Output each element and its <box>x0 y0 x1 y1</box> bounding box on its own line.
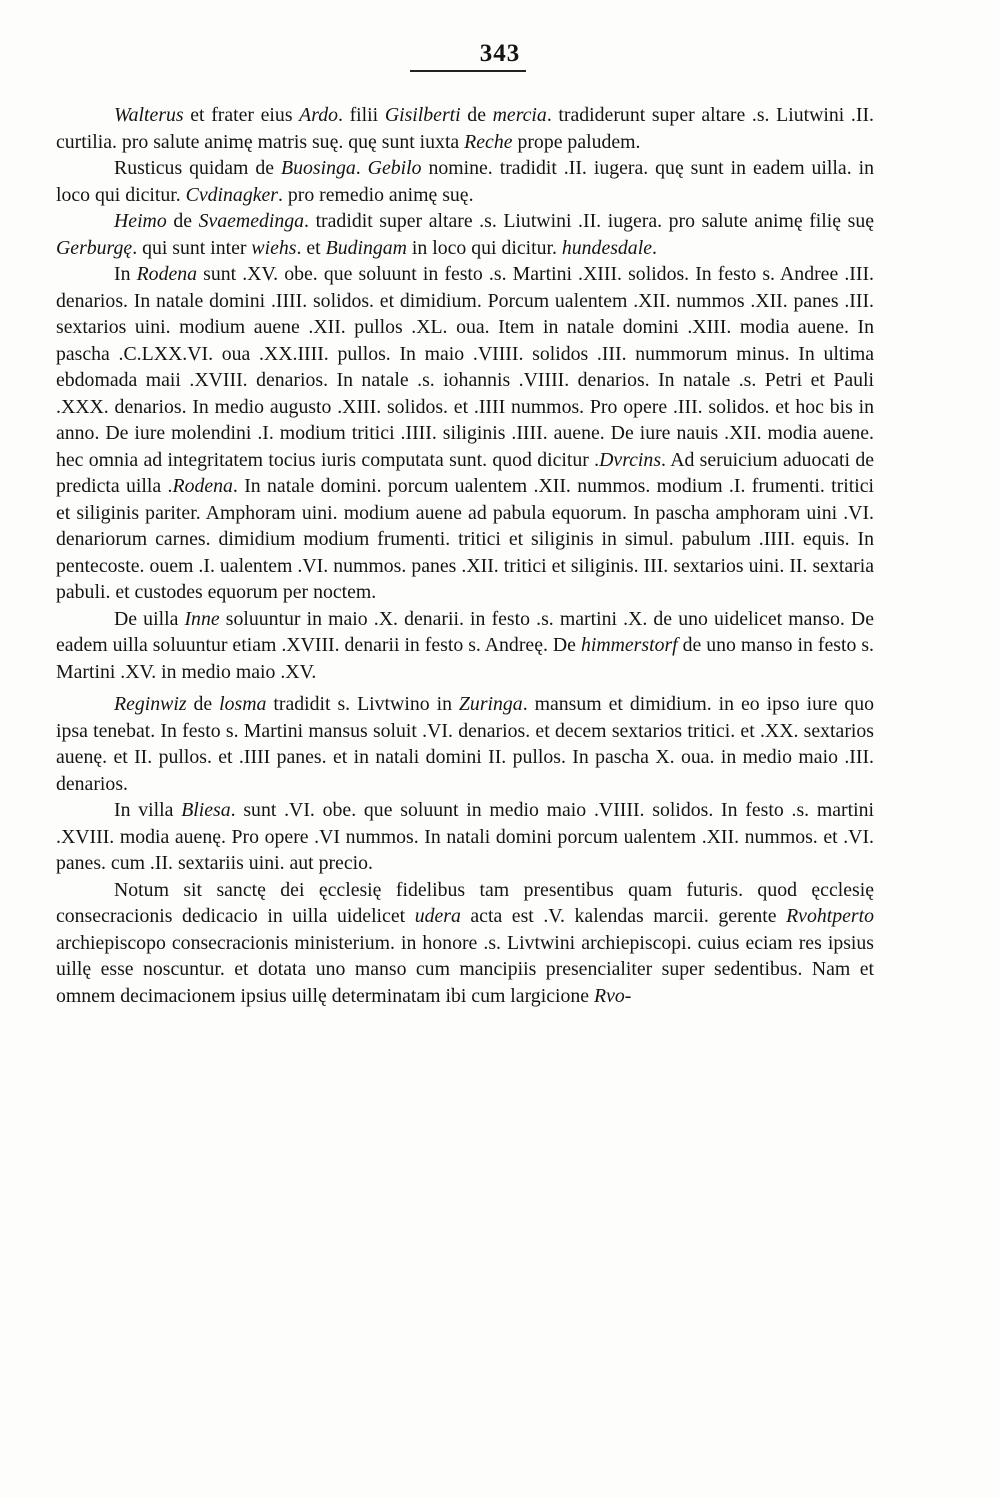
text-run: . <box>355 157 368 179</box>
text-run: . Ad seruicium aduocati de predicta uilla . <box>56 448 874 497</box>
text-run: . tradiderunt super altare .s. Liutwini .II. curtilia. pro salute animę matris suę. quę sunt iuxta <box>56 104 874 153</box>
italic-name: himmerstorf <box>580 634 678 656</box>
text-run: De uilla <box>114 607 185 630</box>
italic-name: Zuringa <box>458 693 523 715</box>
text-run: soluuntur in maio .X. denarii. in festo .s. martini .X. de uno uidelicet manso. De eadem uilla soluuntur etiam .XVIII. denarii in festo s. Andreę. De <box>56 607 874 656</box>
italic-name: Gisilberti <box>384 104 461 126</box>
text-run: In villa <box>114 799 182 821</box>
text-run: tradidit s. Livtwino in <box>266 693 459 715</box>
italic-name: Bliesa <box>181 799 231 821</box>
paragraph <box>56 606 874 686</box>
text-run: . pro remedio animę suę. <box>277 183 474 206</box>
text-run: nomine. tradidit .II. iugera. quę sunt in eadem uilla. in loco qui dicitur. <box>56 157 874 206</box>
text-run: . mansum et dimidium. in eo ipso iure quo ipsa tenebat. In festo s. Martini mansus soluit .VI. denarios. et decem sextarios tritici. et .XX. sextarios auenę. et II. pullos. et .IIII panes. et in natali domini II. pullos. In pascha X. oua. in medio maio .III. denarios. <box>56 693 874 795</box>
body-text <box>56 102 874 1009</box>
italic-name: Svaemedinga <box>198 210 305 232</box>
text-run: . sunt .VI. obe. que soluunt in medio maio .VIIII. solidos. In festo .s. martini .XVIII. modia auenę. Pro opere .VI nummos. In natali domini porcum ualentem .XII. nummos. et .VI. panes. cum .II. sextariis uini. aut precio. <box>56 799 874 874</box>
italic-name: Gerburgę <box>56 236 133 259</box>
text-run: in loco qui dicitur. <box>406 236 562 259</box>
italic-name: hundesdale <box>561 236 652 259</box>
italic-name: Heimo <box>114 210 167 232</box>
italic-name: losma <box>219 693 267 715</box>
text-run: de <box>186 693 220 715</box>
text-run: sunt .XV. obe. que soluunt in festo .s. Martini .XIII. solidos. In festo s. Andree .III. denarios. In natale domini .IIII. solidos. et dimidium. Porcum ualentem .XII. nummos .XII. panes .III. sextarios uini. modium auene .XII. pullos .XL. oua. Item in natale domini .XIII. modia auene. In pascha .C.LXX.VI. oua .XX.IIII. pullos. In maio .VIIII. solidos .III. nummorum minus. In ultima ebdomada maii .XVIII. denarios. In natale .s. iohannis .VIIII. denarios. In natale .s. Petri et Pauli .XXX. denarios. In medio augusto .XIII. solidos. et .IIII nummos. Pro opere .III. solidos. et hoc bis in anno. De iure molendini .I. modium tritici .IIII. siliginis .IIII. auene. De iure nauis .XII. modia auene. hec omnia ad integritatem tocius iuris computata sunt. quod dicitur . <box>56 263 874 471</box>
italic-name: wiehs <box>251 236 297 259</box>
text-run: de <box>460 104 493 126</box>
italic-name: Cvdinagker <box>185 183 278 206</box>
text-run: . qui sunt inter <box>132 236 252 259</box>
text-run: . tradidit super altare .s. Liutwini .II. iugera. pro salute animę filię suę <box>304 210 874 232</box>
paragraph <box>56 261 874 606</box>
text-run: In <box>114 263 137 285</box>
italic-name: Ardo <box>299 104 338 126</box>
italic-name: Reche <box>464 130 513 153</box>
text-run: Notum sit sanctę dei ęcclesię fidelibus tam presentibus quam futuris. quod ęcclesię consecracionis dedicacio in uilla uidelicet <box>56 878 874 927</box>
italic-name: Rvo- <box>593 984 632 1007</box>
italic-name: Budingam <box>325 236 407 259</box>
italic-name: mercia <box>492 104 547 126</box>
italic-name: Rodena <box>136 263 198 285</box>
italic-name: Reginwiz <box>114 693 187 715</box>
paragraph <box>56 208 874 261</box>
text-run: . In natale domini. porcum ualentem .XII. nummos. modium .I. frumenti. tritici et siliginis pariter. Amphoram uini. modium auene ad pabula equorum. In pascha amphoram uini .VI. denariorum carnes. dimidium modium frumenti. tritici et siliginis in simul. pabulum .IIII. equis. In pentecoste. ouem .I. ualentem .VI. nummos. panes .XII. tritici et siliginis. III. sextarios uini. II. sextaria pabuli. et custodes equorum per noctem. <box>56 475 874 603</box>
text-run: . <box>651 236 657 259</box>
header-rule <box>410 70 526 72</box>
text-run: . filii <box>338 104 385 126</box>
paragraph <box>56 691 874 797</box>
paragraph <box>56 797 874 877</box>
text-run: . et <box>296 236 326 259</box>
italic-name: Inne <box>184 607 220 630</box>
italic-name: Dvrcins <box>599 448 662 471</box>
text-run: de uno manso in festo s. Martini .XV. in medio maio .XV. <box>56 634 874 683</box>
italic-name: Walterus <box>114 104 184 126</box>
text-run: de <box>166 210 199 232</box>
text-run: et frater eius <box>183 104 300 126</box>
italic-name: udera <box>414 905 461 927</box>
paragraph <box>56 877 874 1010</box>
paragraph <box>56 102 874 155</box>
paragraph <box>56 155 874 208</box>
text-run: archiepiscopo consecracionis ministerium. in honore .s. Livtwini archiepiscopi. cuius eciam res ipsius uillę esse noscuntur. et dotata uno manso cum mancipiis presencialiter super sedentibus. Nam et omnem decimacionem ipsius uillę determinatam ibi cum largicione <box>56 931 874 1007</box>
italic-name: Rvohtperto <box>786 905 874 927</box>
italic-name: Gebilo <box>367 157 422 179</box>
italic-name: Rodena <box>172 475 233 497</box>
text-run: Rusticus quidam de <box>114 157 282 179</box>
text-run: acta est .V. kalendas marcii. gerente <box>460 905 787 927</box>
text-run: prope paludem. <box>512 130 641 153</box>
page-number: 343 <box>479 40 521 67</box>
italic-name: Buosinga <box>281 157 356 179</box>
